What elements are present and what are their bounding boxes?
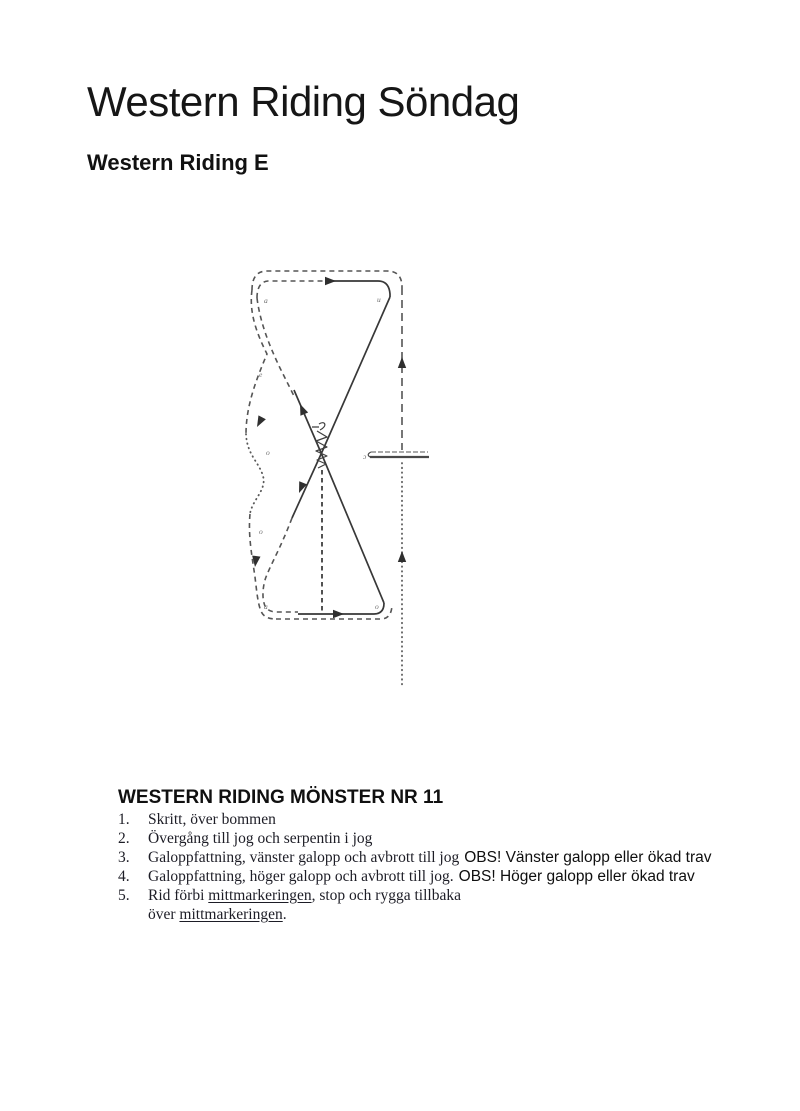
item-text-underlined: mittmarkeringen	[179, 906, 283, 923]
direction-arrow	[398, 551, 406, 562]
lope-bottom-line	[298, 603, 384, 614]
item-text-part: över	[148, 906, 180, 923]
list-item	[118, 867, 798, 886]
center-marker-bar	[368, 452, 429, 457]
list-item	[118, 829, 798, 848]
item-text: Övergång till jog och serpentin i jog	[148, 830, 373, 847]
list-item	[118, 810, 798, 829]
lope-top-line	[330, 281, 390, 297]
letter-marker: o	[375, 602, 379, 611]
letter-marker: ɔ	[363, 452, 367, 461]
serpentine-walk-middle	[246, 434, 264, 514]
item-text	[148, 905, 287, 924]
pattern-diagram	[230, 255, 440, 700]
letter-marker: a	[264, 602, 268, 611]
item-text: Galoppfattning, vänster galopp och avbrott till jog	[148, 849, 460, 866]
item-text-part: Rid förbi	[148, 887, 209, 904]
direction-arrow	[333, 610, 344, 618]
item-text-part: , stop och rygga tillbaka	[311, 887, 461, 904]
letter-marker: o	[259, 527, 263, 536]
list-item	[118, 886, 798, 905]
pattern-diagram-canvas	[230, 255, 440, 700]
item-number: 2.	[118, 830, 130, 847]
lope-solid-paths	[292, 281, 390, 614]
direction-arrow	[253, 415, 266, 429]
letter-marker: o	[266, 448, 270, 457]
pattern-list	[118, 810, 798, 924]
page-subtitle: Western Riding E	[87, 150, 269, 175]
item-text-part: .	[282, 906, 287, 923]
direction-arrow	[398, 357, 406, 368]
item-text: Galoppfattning, höger galopp och avbrott till jog.	[148, 868, 454, 885]
pattern-heading: WESTERN RIDING MÖNSTER NR 11	[118, 787, 444, 808]
lope-diagonal-left-to-right	[294, 390, 384, 603]
inner-track-upper-left	[257, 298, 294, 396]
inner-track-lower-left	[263, 518, 298, 612]
list-item-continuation	[118, 905, 798, 924]
track-left-upper-serpentine	[246, 290, 267, 434]
letter-marker: e	[259, 370, 263, 379]
page-title: Western Riding Söndag	[87, 78, 520, 125]
direction-arrow	[325, 277, 336, 285]
item-number: 3.	[118, 849, 130, 866]
item-text-underlined: mittmarkeringen	[208, 887, 312, 904]
item-number: 1.	[118, 811, 130, 828]
walk-dotted-track	[246, 434, 402, 688]
lope-diagonal-right-to-left	[292, 297, 390, 518]
direction-arrow	[296, 402, 308, 415]
item-number: 5.	[118, 887, 130, 904]
letter-marker: u	[377, 295, 381, 304]
item-number: 4.	[118, 868, 130, 885]
item-text	[148, 886, 461, 905]
item-text: Skritt, över bommen	[148, 811, 276, 828]
direction-arrows	[251, 277, 406, 618]
item-note: OBS! Höger galopp eller ökad trav	[458, 868, 695, 885]
letter-marker: a	[264, 296, 268, 305]
item-note: OBS! Vänster galopp eller ökad trav	[464, 849, 712, 866]
list-item	[118, 848, 798, 867]
